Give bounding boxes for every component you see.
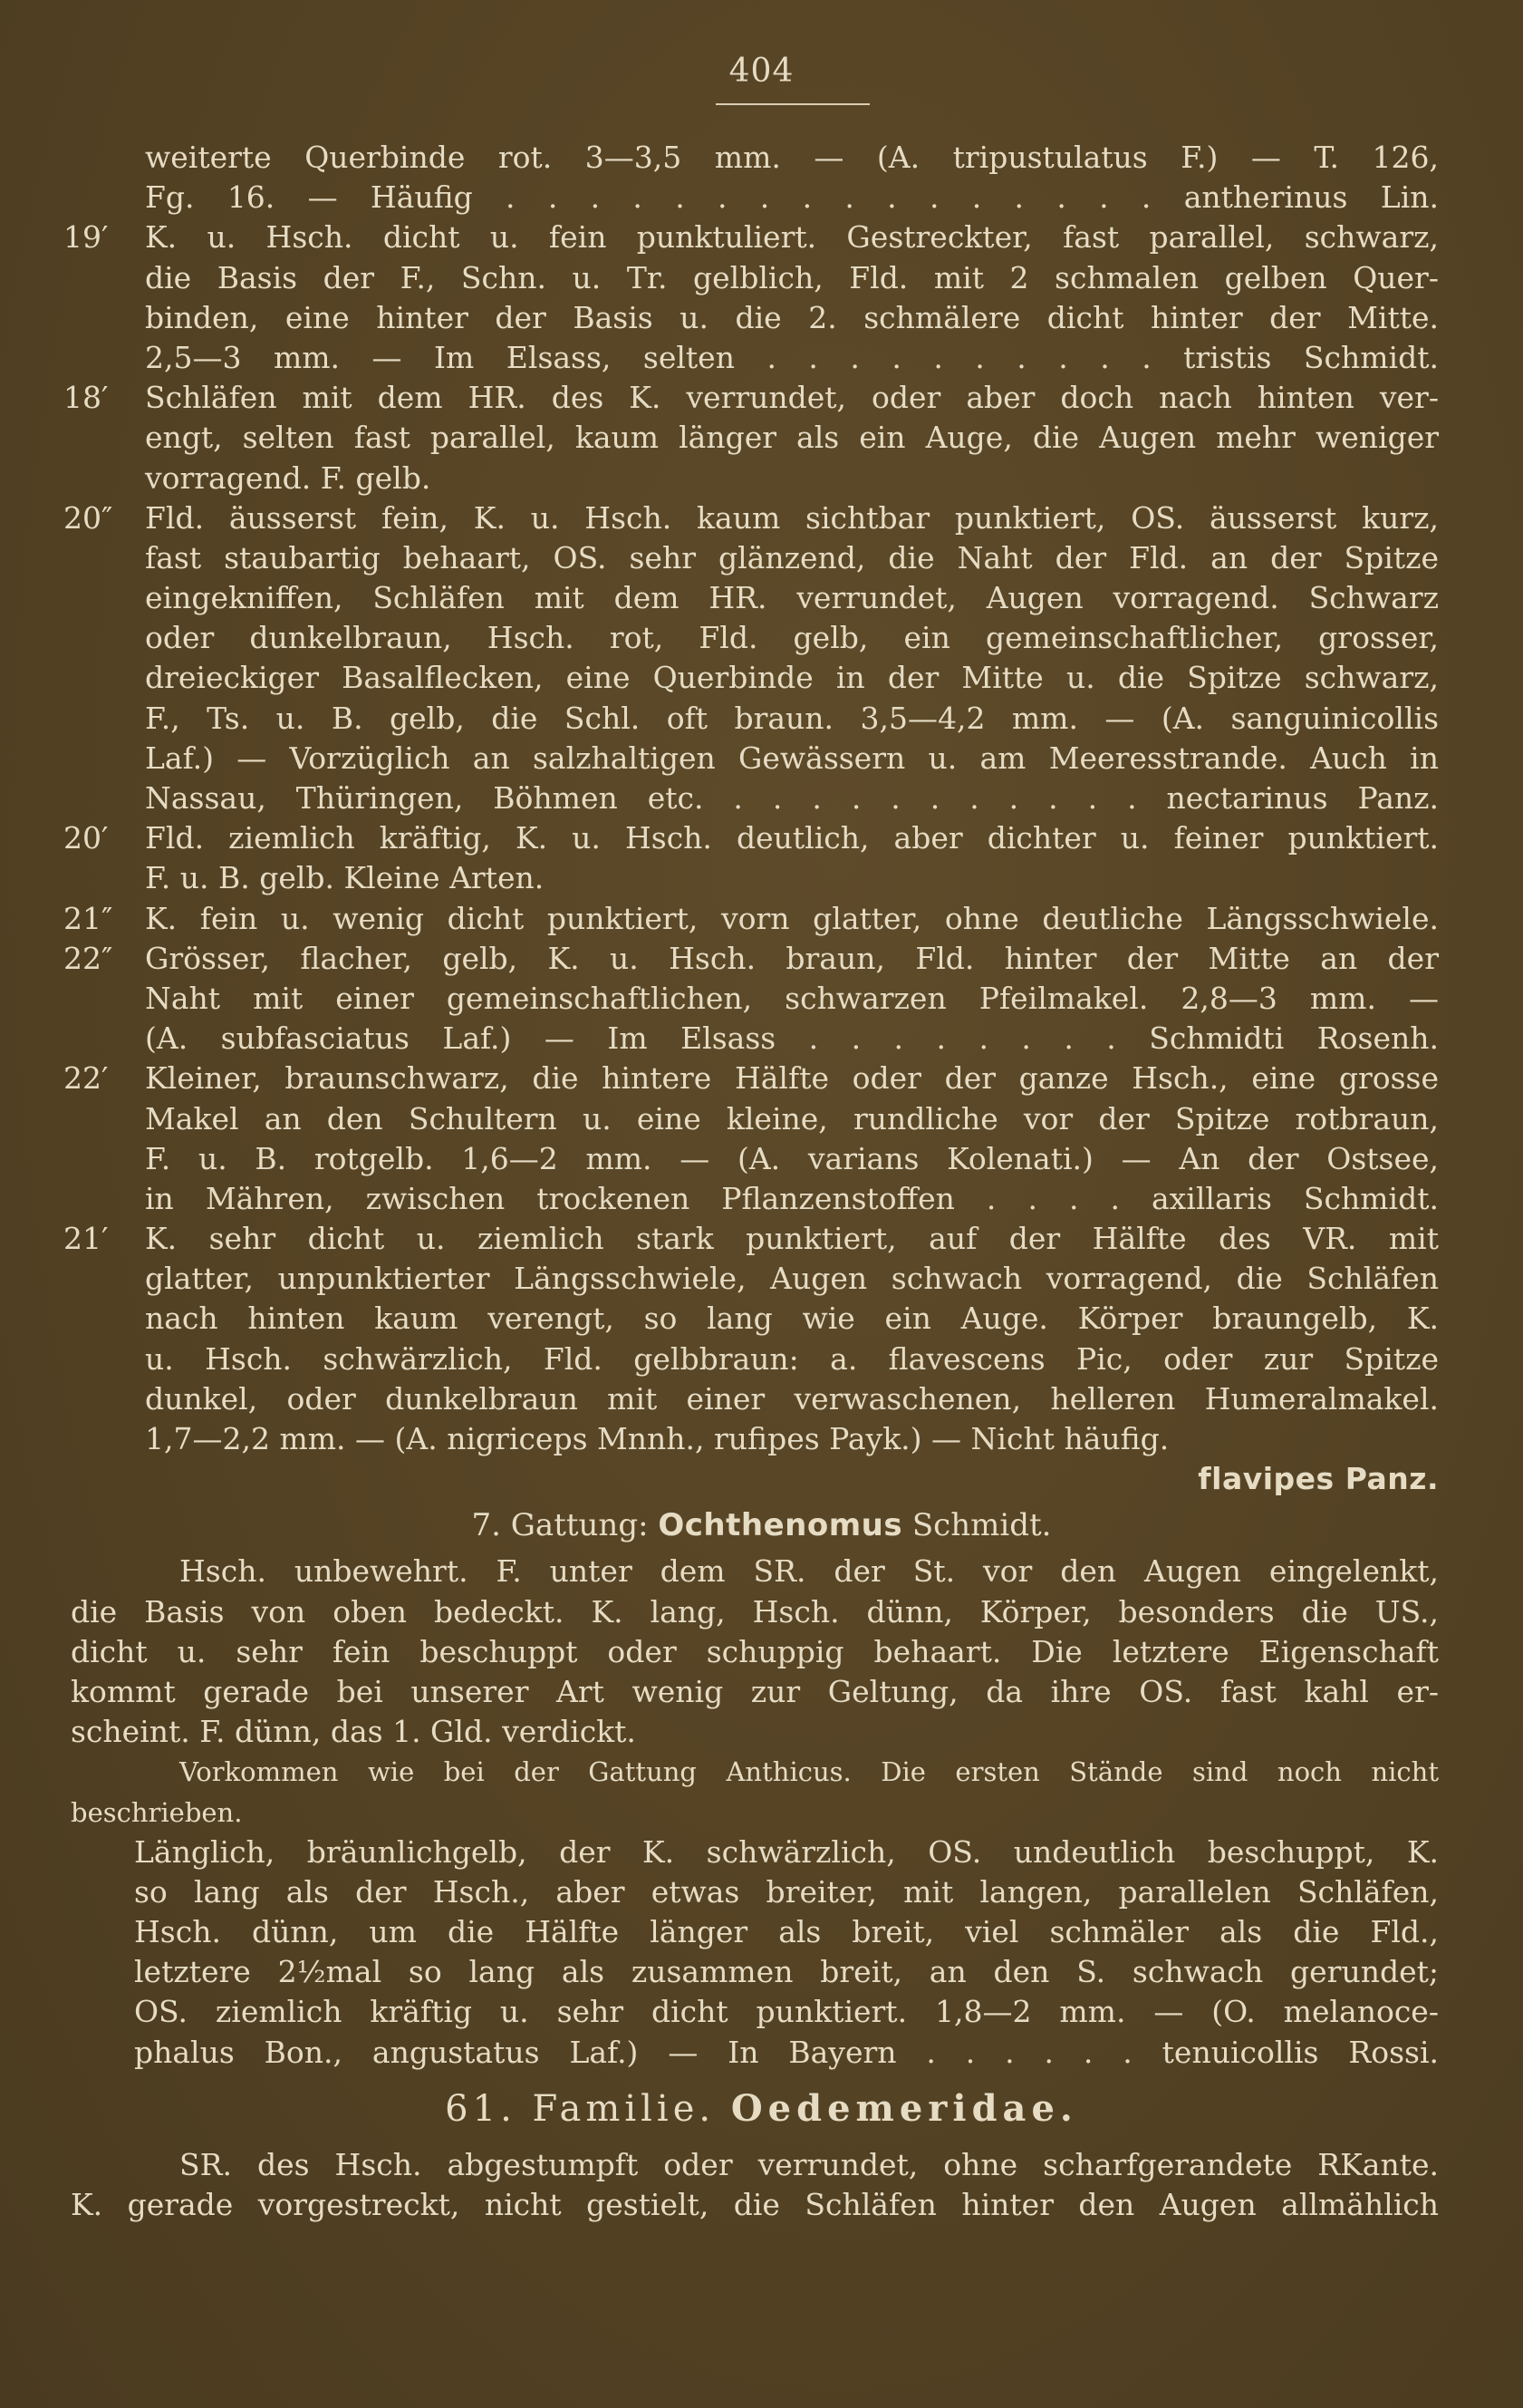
page-content (0, 138, 1523, 2225)
genus-heading (0, 1499, 1523, 1552)
text-line: 18′ Schläfen mit dem HR. des K. verrundet, oder aber doch nach hinten ver- (63, 380, 1439, 416)
family-prefix: 61. Familie. (445, 2087, 716, 2130)
genus-text-line: dicht u. sehr fein beschuppt oder schuppig behaart. Die letztere Eigenschaft (71, 1633, 1439, 1669)
text-line: dreieckiger Basalflecken, eine Querbinde in der Mitte u. die Spitze schwarz, (145, 660, 1439, 696)
text-line: u. Hsch. schwärzlich, Fld. gelbbraun: a. flavescens Pic, oder zur Spitze (145, 1340, 1439, 1377)
family-name: Oedemeridae. (730, 2086, 1078, 2130)
genus-text-line: Vorkommen wie bei der Gattung Anthicus. Die ersten Stände sind noch nicht (179, 1756, 1439, 1788)
genus-text-line: Hsch. dünn, um die Hälfte länger als breit, viel schmäler als die Fld., (134, 1914, 1439, 1950)
family-text-line: K. gerade vorgestreckt, nicht gestielt, die Schläfen hinter den Augen allmählich (71, 2187, 1439, 2222)
text-line: F. u. B. gelb. Kleine Arten. (145, 860, 545, 896)
text-line: Nassau, Thüringen, Böhmen etc. . . . . . . . . . . . nectarinus Panz. (145, 780, 1439, 816)
text-line: F. u. B. rotgelb. 1,6—2 mm. — (A. varians Kolenati.) — An der Ostsee, (145, 1140, 1439, 1176)
genus-text-line: OS. ziemlich kräftig u. sehr dicht punktiert. 1,8—2 mm. — (O. melanoce- (134, 1994, 1439, 2030)
text-line: 22′ Kleiner, braunschwarz, die hintere Hälfte oder der ganze Hsch., eine grosse (63, 1060, 1439, 1097)
genus-text-line: phalus Bon., angustatus Laf.) — In Bayern . . . . . . tenuicollis Rossi. (134, 2034, 1439, 2070)
text-line: eingekniffen, Schläfen mit dem HR. verrundet, Augen vorragend. Schwarz (145, 580, 1439, 616)
text-line: dunkel, oder dunkelbraun mit einer verwaschenen, helleren Humeralmakel. (145, 1380, 1439, 1417)
species-name-line: flavipes Panz. (1198, 1461, 1439, 1497)
genus-text-line: kommt gerade bei unserer Art wenig zur Geltung, da ihre OS. fast kahl er- (71, 1673, 1439, 1709)
genus-text-line: die Basis von oben bedeckt. K. lang, Hsch. dünn, Körper, besonders die US., (71, 1593, 1439, 1630)
text-line: vorragend. F. gelb. (145, 459, 431, 496)
page-number: 404 (728, 53, 795, 90)
text-line: weiterte Querbinde rot. 3—3,5 mm. — (A. tripustulatus F.) — T. 126, (145, 140, 1439, 175)
text-line: 22″ Grösser, flacher, gelb, K. u. Hsch. braun, Fld. hinter der Mitte an der (63, 940, 1439, 976)
text-line: nach hinten kaum verengt, so lang wie ein Auge. Körper braungelb, K. (145, 1301, 1439, 1337)
genus-text-line: Länglich, bräunlichgelb, der K. schwärzlich, OS. undeutlich beschuppt, K. (134, 1833, 1439, 1870)
text-line: in Mähren, zwischen trockenen Pflanzenstoffen . . . . axillaris Schmidt. (145, 1180, 1439, 1216)
genus-prefix: 7. Gattung: (471, 1507, 649, 1544)
text-line: 20″ Fld. äusserst fein, K. u. Hsch. kaum sichtbar punktiert, OS. äusserst kurz, (63, 499, 1439, 536)
text-line: Fg. 16. — Häufig . . . . . . . . . . . . . . . . antherinus Lin. (145, 179, 1439, 216)
text-line: 20′ Fld. ziemlich kräftig, K. u. Hsch. deutlich, aber dichter u. feiner punktiert. (63, 820, 1439, 856)
text-line: 21″ K. fein u. wenig dicht punktiert, vorn glatter, ohne deutliche Längsschwiele. (63, 900, 1439, 936)
genus-text-line: so lang als der Hsch., aber etwas breiter, mit langen, parallelen Schläfen, (134, 1873, 1439, 1910)
text-line: fast staubartig behaart, OS. sehr glänzend, die Naht der Fld. an der Spitze (145, 539, 1439, 575)
family-text-line: SR. des Hsch. abgestumpft oder verrundet, ohne scharfgerandete RKante. (179, 2146, 1439, 2182)
text-line: 19′ K. u. Hsch. dicht u. fein punktuliert. Gestreckter, fast parallel, schwarz, (63, 219, 1439, 256)
text-line: Laf.) — Vorzüglich an salzhaltigen Gewässern u. am Meeresstrande. Auch in (145, 740, 1439, 776)
genus-text-line: scheint. F. dünn, das 1. Gld. verdickt. (71, 1714, 636, 1750)
text-line: glatter, unpunktierter Längsschwiele, Augen schwach vorragend, die Schläfen (145, 1261, 1439, 1297)
text-line: engt, selten fast parallel, kaum länger als ein Auge, die Augen mehr weniger (145, 420, 1439, 456)
genus-text-line: beschrieben. (71, 1796, 243, 1828)
genus-text-line: letztere 2½mal so lang als zusammen breit, an den S. schwach gerundet; (134, 1954, 1439, 1990)
text-line: binden, eine hinter der Basis u. die 2. schmälere dicht hinter der Mitte. (145, 299, 1439, 335)
text-line: (A. subfasciatus Laf.) — Im Elsass . . . . . . . . Schmidti Rosenh. (145, 1020, 1439, 1057)
text-line: 21′ K. sehr dicht u. ziemlich stark punktiert, auf der Hälfte des VR. mit (63, 1221, 1439, 1257)
genus-author: Schmidt. (911, 1507, 1052, 1544)
family-heading (0, 2073, 1523, 2145)
text-line: oder dunkelbraun, Hsch. rot, Fld. gelb, ein gemeinschaftlicher, grosser, (145, 620, 1439, 656)
text-line: die Basis der F., Schn. u. Tr. gelblich, Fld. mit 2 schmalen gelben Quer- (145, 259, 1439, 295)
text-line: 2,5—3 mm. — Im Elsass, selten . . . . . . . . . . tristis Schmidt. (145, 339, 1439, 375)
genus-name: Ochthenomus (658, 1507, 903, 1544)
genus-text-line: Hsch. unbewehrt. F. unter dem SR. der St. vor den Augen eingelenkt, (179, 1553, 1439, 1590)
text-line: F., Ts. u. B. gelb, die Schl. oft braun. 3,5—4,2 mm. — (A. sanguinicollis (145, 700, 1439, 736)
text-line: Naht mit einer gemeinschaftlichen, schwarzen Pfeilmakel. 2,8—3 mm. — (145, 980, 1439, 1016)
text-line: Makel an den Schultern u. eine kleine, rundliche vor der Spitze rotbraun, (145, 1100, 1439, 1136)
text-line: 1,7—2,2 mm. — (A. nigriceps Mnnh., rufipes Payk.) — Nicht häufig. (145, 1421, 1170, 1456)
page-number-rule (716, 103, 870, 105)
